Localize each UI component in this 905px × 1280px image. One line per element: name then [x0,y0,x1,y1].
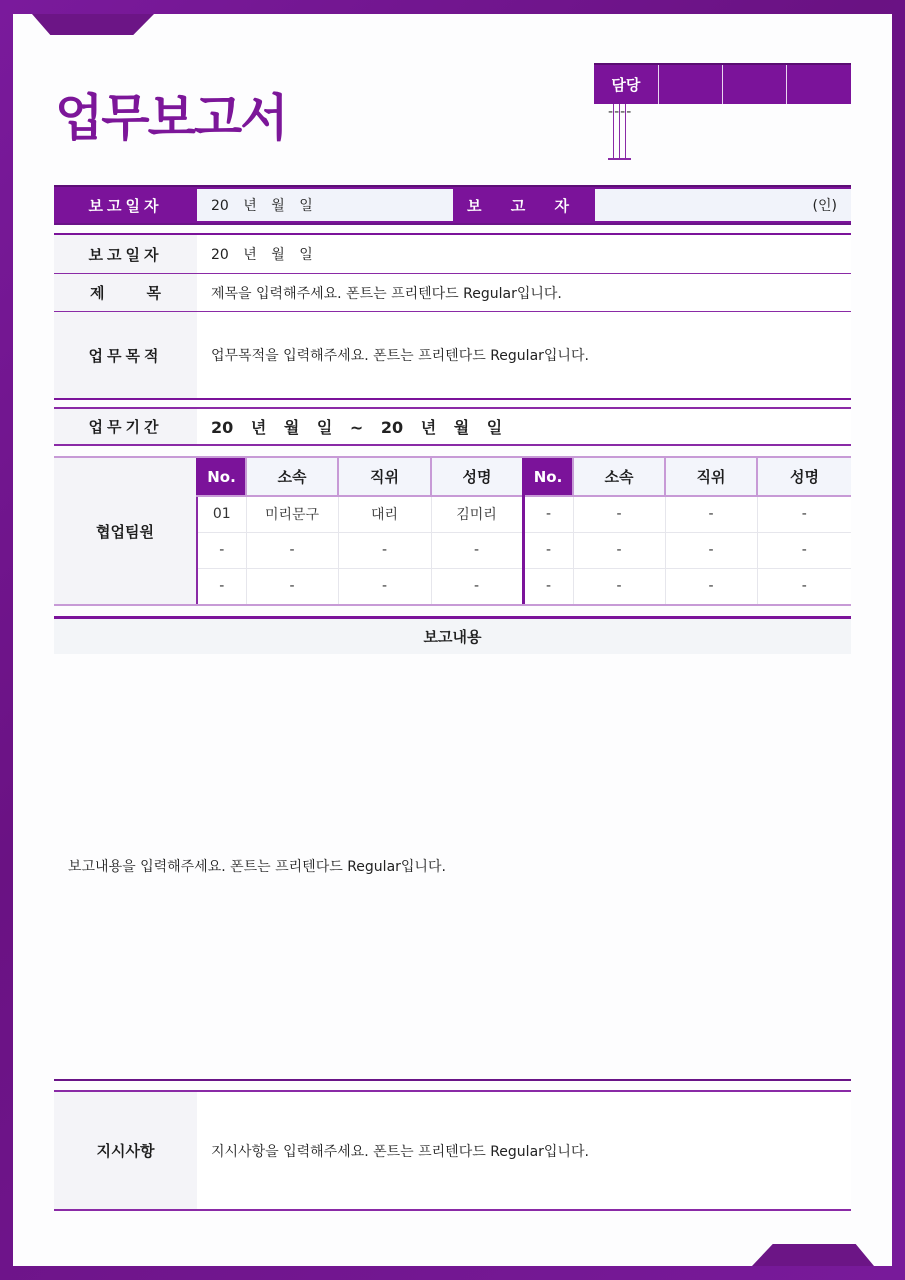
cell[interactable]: 김미리 [431,496,523,532]
cell[interactable]: - [757,496,851,532]
report-date-label: 보고일자 [54,187,197,223]
cell[interactable]: 미리문구 [246,496,338,532]
purpose-label: 업무목적 [54,312,197,398]
cell[interactable]: - [665,496,757,532]
purpose-row [54,312,851,398]
col-affiliation-left: 소속 [246,458,338,496]
col-no-right: No. [523,458,573,496]
instructions-field[interactable]: 지시사항을 입력해주세요. 폰트는 프리텐다드 Regular입니다. [197,1092,851,1209]
document-title: 업무보고서 [55,89,287,147]
cell[interactable]: - [338,532,431,568]
col-position-right: 직위 [665,458,757,496]
table-row [197,532,851,568]
cell[interactable]: - [665,532,757,568]
cell[interactable]: - [246,532,338,568]
cell[interactable]: - [197,532,246,568]
approval-sign-2[interactable]: - [613,104,619,160]
period-label: 업무기간 [54,409,197,444]
info-date-row [54,235,851,274]
period-field[interactable]: 20 년 월 일 ~ 20 년 월 일 [197,409,851,444]
cell[interactable]: - [197,568,246,604]
reporter-field[interactable]: (인) [595,189,851,221]
cell[interactable]: - [431,532,523,568]
report-date-field[interactable]: 20 년 월 일 [197,189,453,221]
instructions-label: 지시사항 [54,1092,197,1209]
approval-sign-4[interactable]: - [625,104,631,160]
col-affiliation-right: 소속 [573,458,665,496]
info-block [54,233,851,400]
cell[interactable]: - [523,496,573,532]
frame-tab-top [32,14,154,35]
report-header-row [54,185,851,225]
subject-label-part-1: 제 [90,284,105,302]
report-content-header: 보고내용 [54,616,851,654]
cell[interactable]: - [757,532,851,568]
cell[interactable]: - [246,568,338,604]
report-content-field[interactable]: 보고내용을 입력해주세요. 폰트는 프리텐다드 Regular입니다. [68,859,446,875]
col-name-left: 성명 [431,458,523,496]
approval-header-manager: 담당 [594,64,658,104]
cell[interactable]: - [431,568,523,604]
subject-label [54,274,197,311]
info-date-label: 보고일자 [54,235,197,273]
col-position-left: 직위 [338,458,431,496]
cell[interactable]: - [573,568,665,604]
subject-label-part-2: 목 [146,284,161,302]
cell[interactable]: - [573,496,665,532]
approval-header-4 [787,64,851,104]
collaborators-section [54,456,851,606]
cell[interactable]: - [665,568,757,604]
subject-field[interactable]: 제목을 입력해주세요. 폰트는 프리텐다드 Regular입니다. [197,274,851,311]
col-no-left: No. [197,458,246,496]
table-row [197,496,851,532]
approval-box [594,63,851,160]
report-content-divider [54,1079,851,1081]
cell[interactable]: - [757,568,851,604]
collaborators-label: 협업팀원 [54,458,196,604]
table-header-row [197,458,851,496]
cell[interactable]: 대리 [338,496,431,532]
subject-row [54,274,851,312]
cell[interactable]: - [573,532,665,568]
cell[interactable]: - [523,532,573,568]
period-row [54,407,851,446]
instructions-row [54,1090,851,1211]
cell[interactable]: 01 [197,496,246,532]
purpose-field[interactable]: 업무목적을 입력해주세요. 폰트는 프리텐다드 Regular입니다. [197,312,851,398]
approval-sign-3[interactable]: - [619,104,625,160]
approval-sign-1[interactable]: - [608,104,613,160]
frame-tab-bottom [752,1244,874,1266]
col-name-right: 성명 [757,458,851,496]
reporter-label: 보 고 자 [453,187,595,223]
table-row [197,568,851,604]
collaborators-table [196,458,851,604]
approval-header-3 [723,64,787,104]
info-date-field[interactable]: 20 년 월 일 [197,235,851,273]
cell[interactable]: - [523,568,573,604]
cell[interactable]: - [338,568,431,604]
approval-header-2 [658,64,722,104]
